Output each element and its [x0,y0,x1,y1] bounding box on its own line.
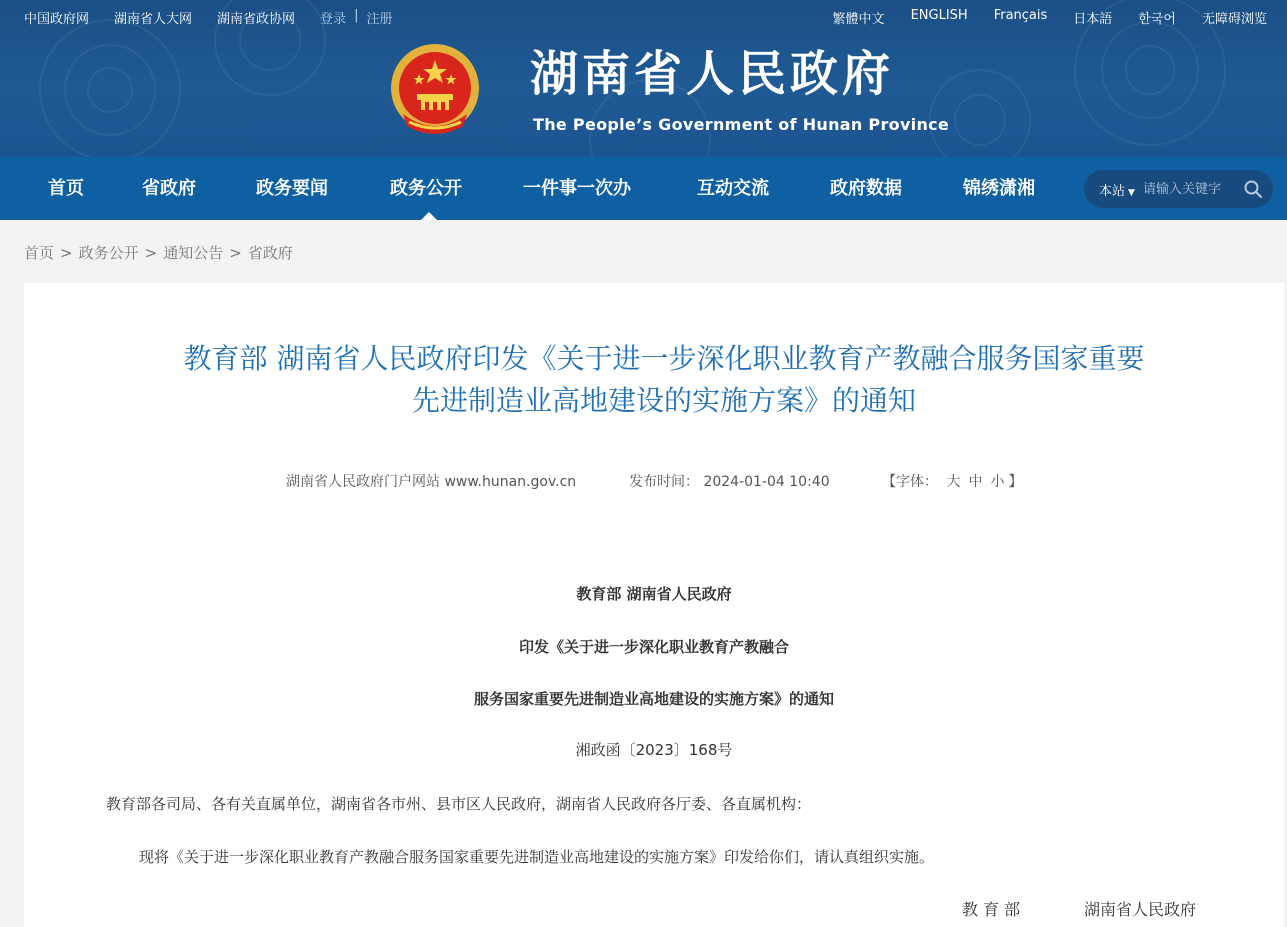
search-input[interactable] [1143,182,1235,197]
signer-ministry: 教 育 部 [962,900,1021,919]
font-size-small[interactable]: 小 [990,474,1005,490]
lang-korean[interactable]: 한국어 [1138,12,1176,27]
nav-item-gov-disclosure[interactable]: 政务公开 [390,178,462,199]
site-title: 湖南省人民政府 [530,46,895,102]
national-emblem-icon[interactable] [389,42,481,138]
breadcrumb-home[interactable]: 首页 [24,244,55,262]
breadcrumb-separator: > [60,244,73,262]
nav-item-gov-news[interactable]: 政务要闻 [256,178,328,199]
article-source: 湖南省人民政府门户网站 www.hunan.gov.cn [286,474,577,490]
nav-item-home[interactable]: 首页 [48,178,84,199]
article-title [64,338,1264,422]
accessibility-link[interactable]: 无障碍浏览 [1201,12,1267,27]
login-link[interactable]: 登录 [320,12,347,27]
search-icon[interactable] [1243,179,1263,199]
lang-traditional-chinese[interactable]: 繁體中文 [832,12,885,27]
auth-divider: | [354,8,359,23]
addressee-paragraph: 教育部各司局、各有关直属单位，湖南省各市州、县市区人民政府，湖南省人民政府各厅委、各直属机构： [106,795,812,813]
search-scope-label: 本站 [1099,183,1126,199]
chevron-down-icon: ▼ [1128,187,1135,198]
nav-item-one-thing-once[interactable]: 一件事一次办 [523,178,631,199]
breadcrumb-province-gov[interactable]: 省政府 [247,244,293,262]
lang-french[interactable]: Français [993,8,1048,23]
search-box [1084,170,1273,208]
article-card [24,283,1284,927]
link-gov-cn[interactable]: 中国政府网 [24,12,90,27]
site-subtitle: The People’s Government of Hunan Province [533,115,950,134]
link-hunan-npc[interactable]: 湖南省人大网 [114,12,193,27]
signer-hunan-gov: 湖南省人民政府 [1084,900,1197,919]
font-size-label: 【字体： [882,474,938,490]
publish-time-value: 2024-01-04 10:40 [703,474,830,490]
search-scope-dropdown[interactable] [1099,180,1135,199]
active-nav-indicator [421,212,437,220]
nav-item-interaction[interactable]: 互动交流 [697,178,769,199]
publish-time [629,471,830,491]
breadcrumb-separator: > [144,244,158,262]
breadcrumb [24,242,293,263]
breadcrumb-separator: > [229,244,242,262]
font-size-label-close: 】 [1008,474,1023,490]
breadcrumb-notices[interactable]: 通知公告 [163,244,224,262]
doc-heading-line-3: 服务国家重要先进制造业高地建设的实施方案》的通知 [473,690,834,708]
font-size-medium[interactable]: 中 [968,474,983,490]
top-bar [0,0,1287,34]
nav-item-gov-data[interactable]: 政府数据 [830,178,902,199]
register-link[interactable]: 注册 [366,12,393,27]
breadcrumb-gov-disclosure[interactable]: 政务公开 [78,244,139,262]
doc-heading-line-1: 教育部 湖南省人民政府 [576,585,732,603]
nav-item-scenic-hunan[interactable]: 锦绣潇湘 [963,178,1035,199]
article-title-line-1: 教育部 湖南省人民政府印发《关于进一步深化职业教育产教融合服务国家重要 [183,342,1145,375]
body-paragraph: 现将《关于进一步深化职业教育产教融合服务国家重要先进制造业高地建设的实施方案》印发给你们，请认真组织实施。 [139,848,935,866]
article-title-line-2: 先进制造业高地建设的实施方案》的通知 [411,384,916,417]
font-size-control [882,471,1022,491]
document-number: 湘政函〔2023〕168号 [575,741,733,759]
font-size-large[interactable]: 大 [946,474,961,490]
lang-japanese[interactable]: 日本語 [1073,12,1113,27]
lang-english[interactable]: ENGLISH [910,8,968,23]
site-header [0,0,1287,157]
link-hunan-cppcc[interactable]: 湖南省政协网 [217,12,296,27]
publish-time-label: 发布时间： [629,474,699,490]
doc-heading-line-2: 印发《关于进一步深化职业教育产教融合 [518,638,789,656]
nav-item-province-gov[interactable]: 省政府 [142,178,196,199]
